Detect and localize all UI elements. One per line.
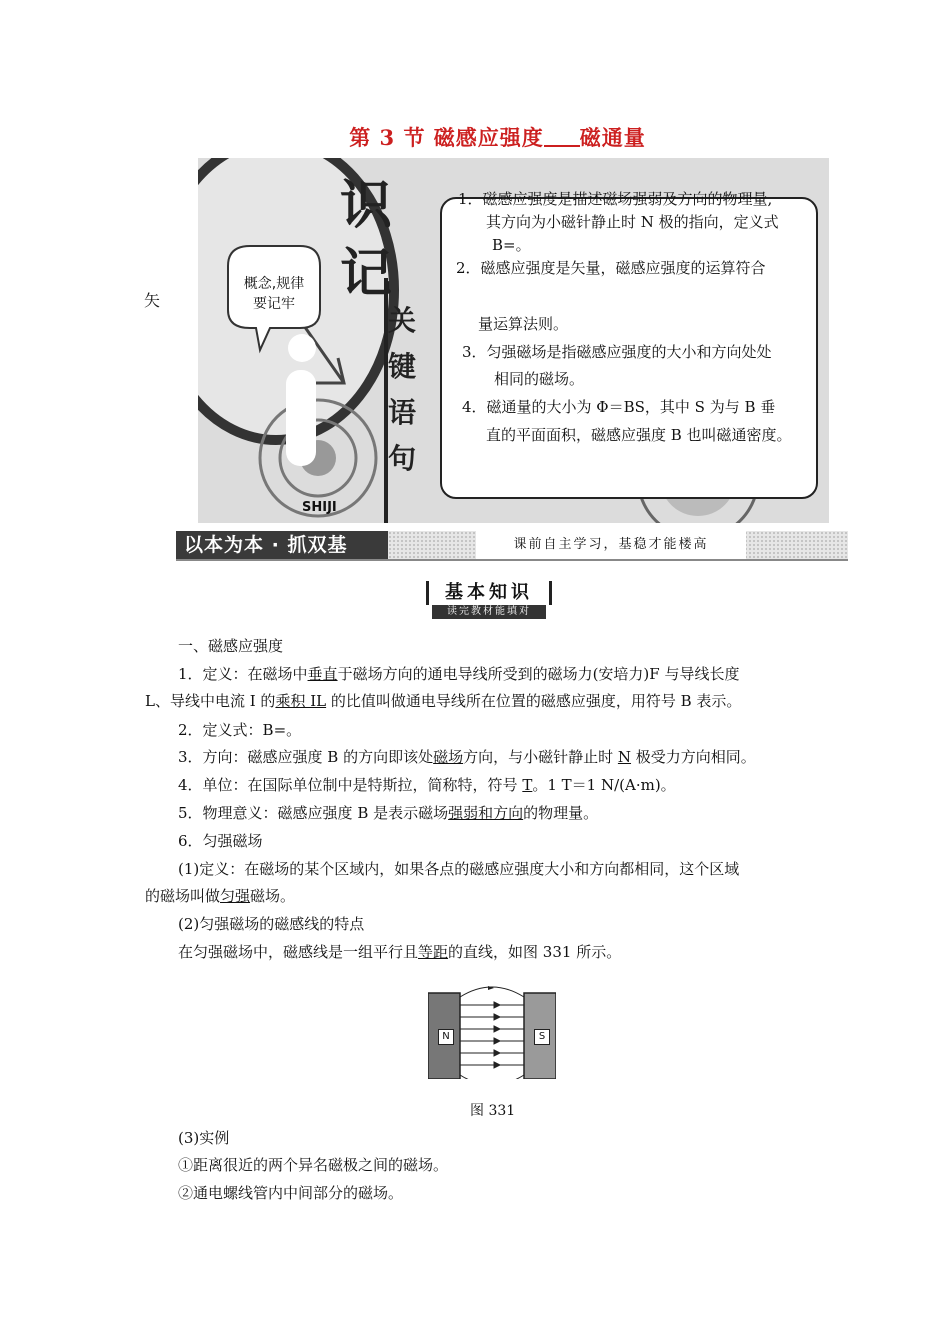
section-heading: 一、磁感应强度	[178, 637, 284, 655]
section-bar-title: 以本为本 · 抓双基	[176, 531, 388, 559]
definition-line-1: 1．定义：在磁场中垂直于磁场方向的通电导线所受到的磁场力(安培力)F 与导线长度	[178, 665, 740, 683]
figure-331	[428, 983, 556, 1079]
key-point-2-line-1: 2．磁感应强度是矢量，磁感应强度的运算符合	[456, 259, 766, 277]
key-point-1-line-2: 其方向为小磁针静止时 N 极的指向，定义式	[486, 213, 779, 231]
key-point-3-line-2: 相同的磁场。	[494, 370, 585, 388]
field-lines-text: 在匀强磁场中，磁感线是一组平行且等距的直线，如图 331 所示。	[178, 943, 622, 961]
example-1: ①距离很近的两个异名磁极之间的磁场。	[178, 1156, 449, 1174]
n-pole-label: N	[438, 1029, 454, 1045]
badge-subtitle: 读完教材能填对	[432, 605, 546, 619]
key-point-4-line-1: 4．磁通量的大小为 Φ＝BS，其中 S 为与 B 垂	[462, 398, 776, 416]
definition-line-2: L、导线中电流 I 的乘积 IL 的比值叫做通电导线所在位置的磁感应强度，用符号 B 表示。	[145, 692, 742, 710]
badge-title: 基本知识	[426, 581, 552, 605]
key-point-1-line-3: B=。	[492, 236, 531, 254]
uniform-definition-line-2: 的磁场叫做匀强磁场。	[145, 887, 296, 905]
formula-line: 2．定义式：B=。	[178, 721, 302, 739]
section-bar	[176, 531, 848, 561]
uniform-field-heading: 6．匀强磁场	[178, 832, 263, 850]
example-2: ②通电螺线管内中间部分的磁场。	[178, 1184, 404, 1202]
section-bar-subtitle: 课前自主学习，基稳才能楼高	[476, 531, 746, 559]
margin-character: 矢	[144, 291, 161, 310]
key-point-3-line-1: 3．匀强磁场是指磁感应强度的大小和方向处处	[462, 343, 772, 361]
s-pole-label: S	[534, 1029, 550, 1045]
figure-caption: 图 331	[470, 1103, 516, 1119]
banner-big-characters: 识 记	[340, 176, 393, 304]
key-point-1-line-1: 1．磁感应强度是描述磁场强弱及方向的物理量,	[458, 190, 773, 208]
uniform-definition-line-1: (1)定义：在磁场的某个区域内，如果各点的磁感应强度大小和方向都相同，这个区域	[178, 860, 740, 878]
direction-line: 3．方向：磁感应强度 B 的方向即该处磁场方向，与小磁针静止时 N 极受力方向相同。	[178, 748, 756, 766]
field-lines-heading: (2)匀强磁场的磁感线的特点	[178, 915, 365, 933]
key-point-2-line-2: 量运算法则。	[478, 315, 569, 333]
key-point-4-line-2: 直的平面面积，磁感应强度 B 也叫磁通密度。	[486, 426, 792, 444]
bubble-text: 概念,规律 要记牢	[243, 276, 305, 312]
banner-brand: SHIJI	[302, 500, 337, 515]
page-title: 第 3 节 磁感应强度 磁通量	[349, 125, 646, 150]
examples-heading: (3)实例	[178, 1129, 230, 1147]
field-lines	[460, 1002, 524, 1068]
banner-vertical-caption: 关 键 语 句	[388, 304, 417, 475]
unit-line: 4．单位：在国际单位制中是特斯拉，简称特，符号 T。1 T＝1 N/(A·m)。	[178, 776, 676, 794]
basic-knowledge-badge	[426, 581, 552, 621]
meaning-line: 5．物理意义：磁感应强度 B 是表示磁场强弱和方向的物理量。	[178, 804, 599, 822]
